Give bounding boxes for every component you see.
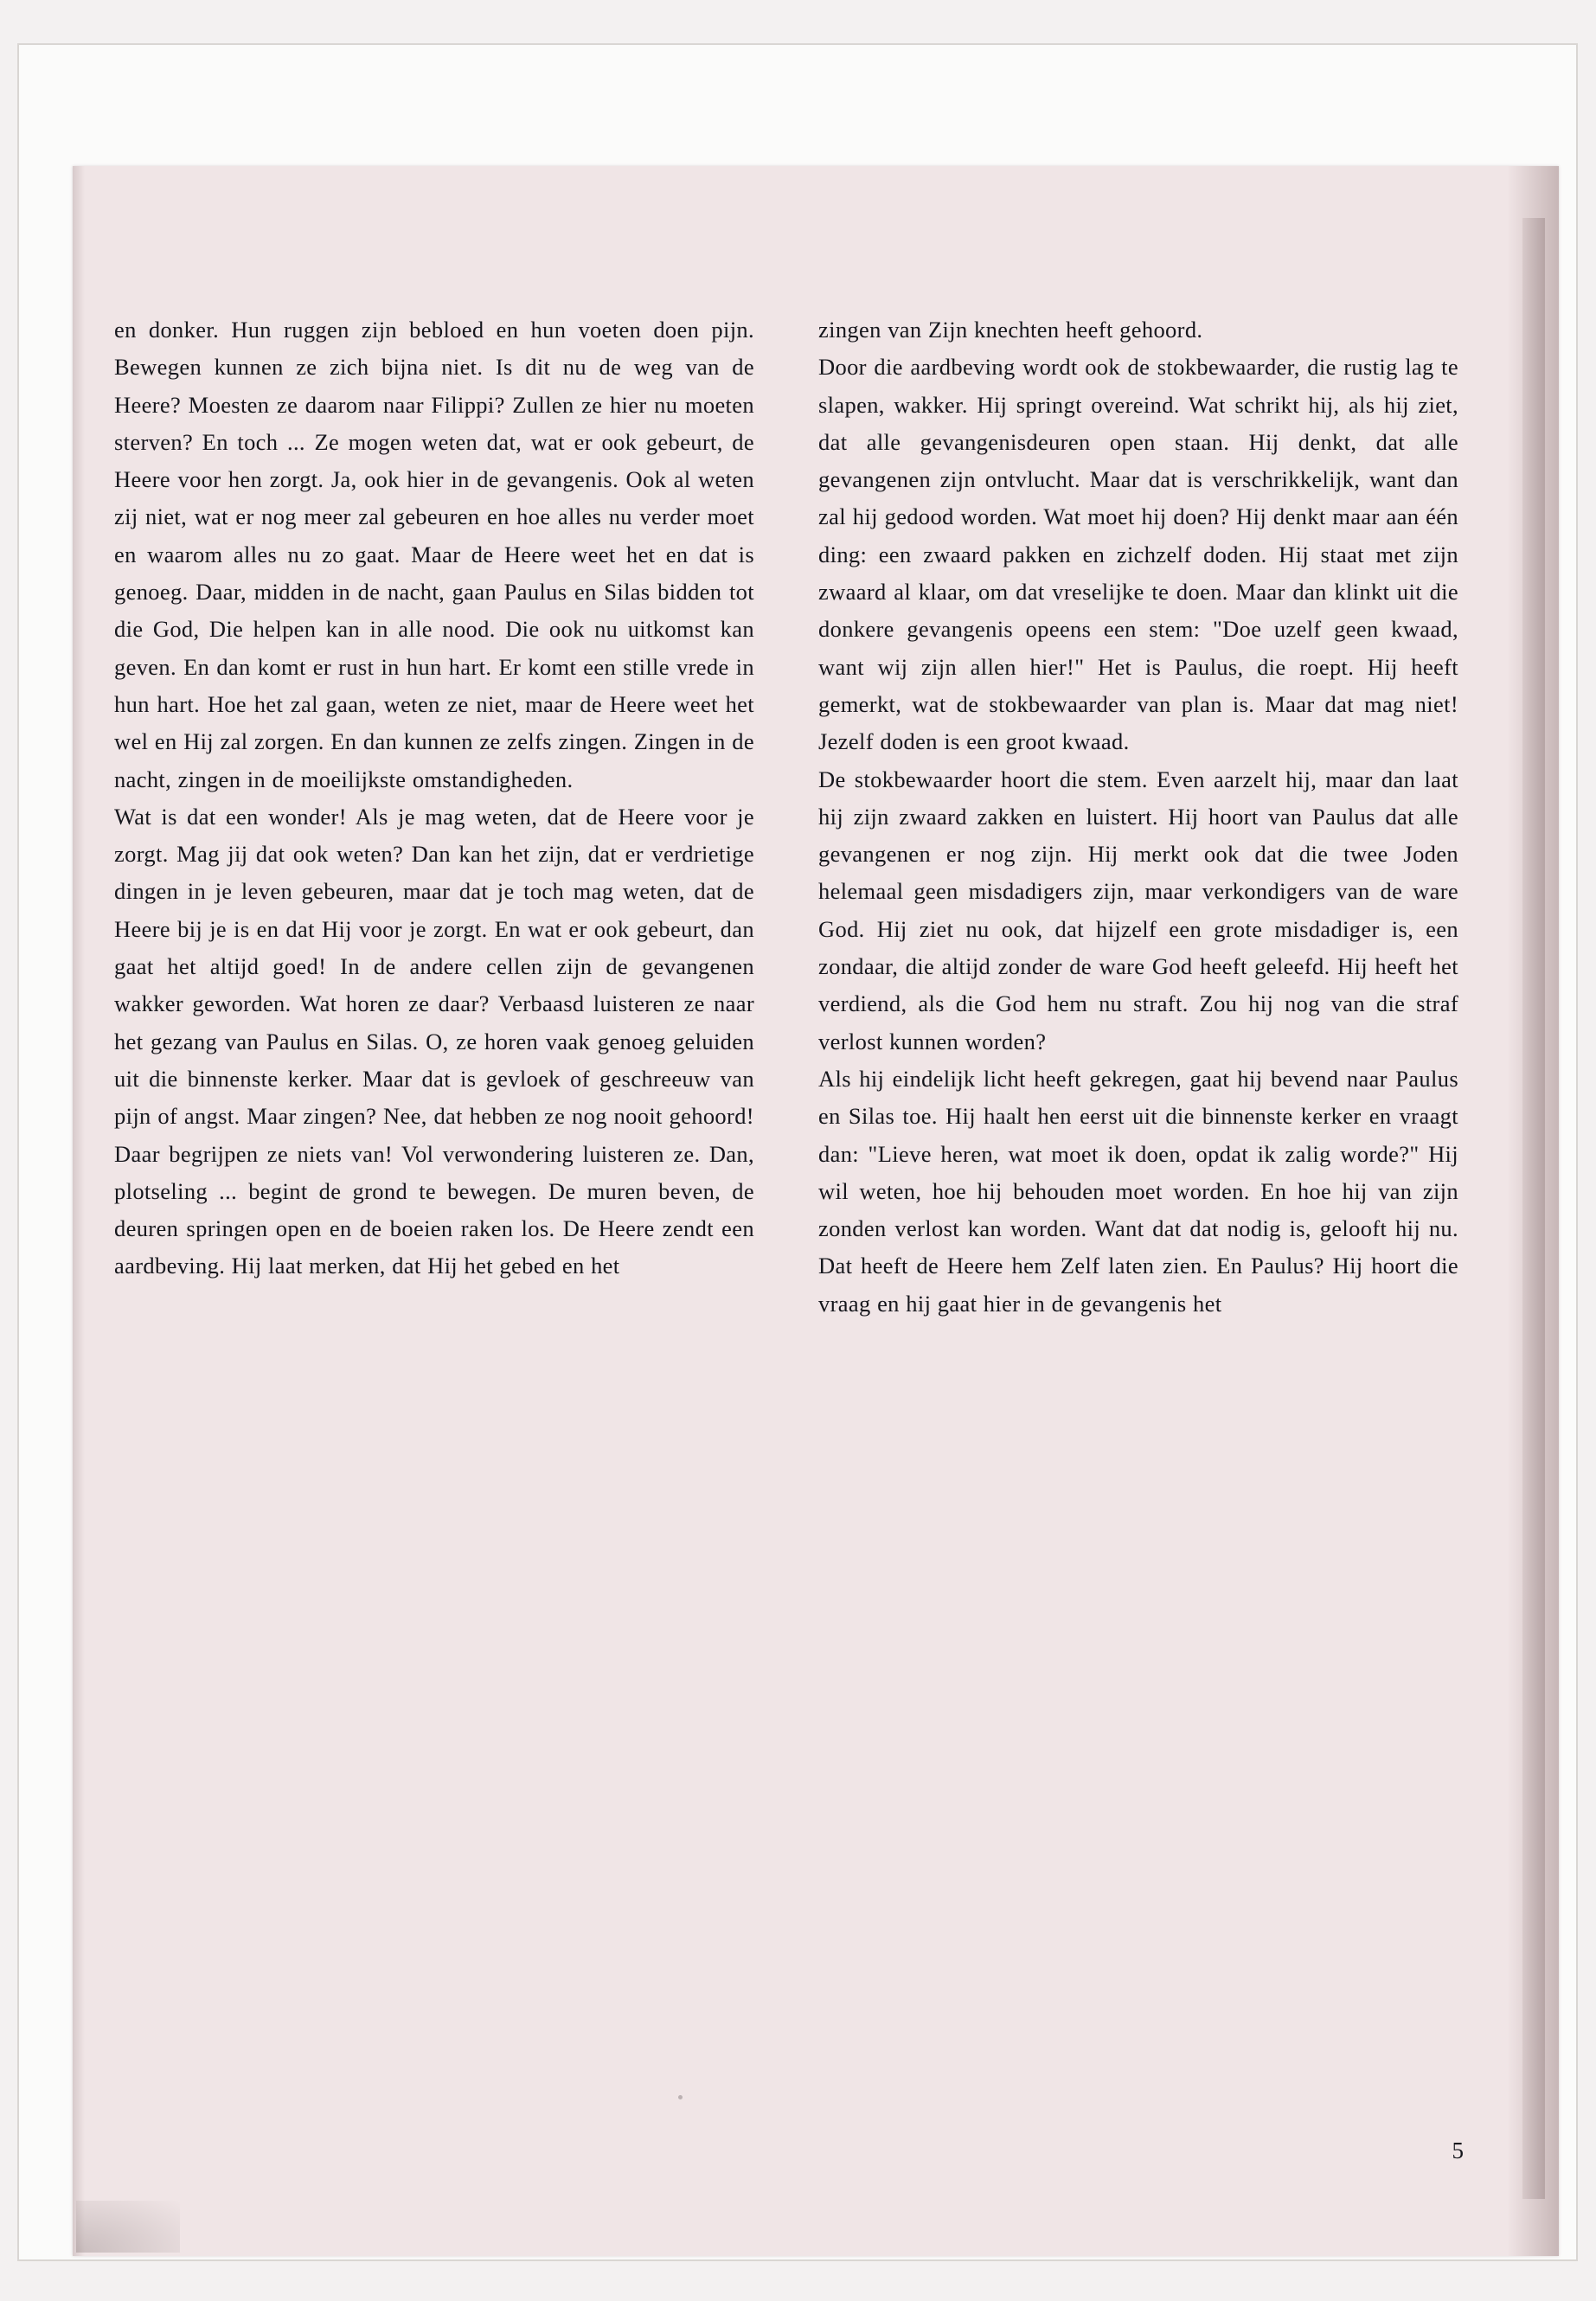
- scan-frame: [19, 45, 1576, 2259]
- paragraph: en donker. Hun ruggen zijn bebloed en hun voeten doen pijn. Bewegen kunnen ze zich bijna niet. Is dit nu de weg van de Heere? Moesten ze daarom naar Filippi? Zullen ze hier nu moeten sterven? En toch ... Ze mogen weten dat, wat er ook gebeurt, de Heere voor hen zorgt. Ja, ook hier in de gevangenis. Ook al weten zij niet, wat er nog meer zal gebeuren en hoe alles nu verder moet en waarom alles nu zo gaat. Maar de Heere weet het en dat is genoeg. Daar, midden in de nacht, gaan Paulus en Silas bidden tot die God, Die helpen kan in alle nood. Die ook nu uitkomst kan geven. En dan komt er rust in hun hart. Er komt een stille vrede in hun hart. Hoe het zal gaan, weten ze niet, maar de Heere weet het wel en Hij zal zorgen. En dan kunnen ze zelfs zingen. Zingen in de nacht, zingen in de moeilijkste omstandigheden.: [114, 317, 754, 792]
- page-left-edge-shading: [73, 166, 85, 2256]
- paragraph: Als hij eindelijk licht heeft gekregen, gaat hij bevend naar Paulus en Silas toe. Hij haalt hen eerst uit die binnenste kerker en vraagt dan: "Lieve heren, wat moet ik doen, opdat ik zalig worde?" Hij wil weten, hoe hij behouden moet worden. En hoe hij van zijn zonden verlost kan worden. Want dat dat nodig is, gelooft hij nu. Dat heeft de Heere hem Zelf laten zien. En Paulus? Hij hoort die vraag en hij gaat hier in de gevangenis het: [818, 1065, 1458, 1317]
- page-gutter-strip: [1522, 218, 1545, 2199]
- book-page: [73, 166, 1559, 2256]
- page-number: 5: [1452, 2138, 1464, 2163]
- paper-speck: [678, 2095, 683, 2099]
- paragraph: Wat is dat een wonder! Als je mag weten, dat de Heere voor je zorgt. Mag jij dat ook weten? Dan kan het zijn, dat er verdrietige dingen in je leven gebeuren, maar dat je toch mag weten, dat de Heere bij je is en dat Hij voor je zorgt. En wat er ook gebeurt, dan gaat het altijd goed! In de andere cellen zijn de gevangenen wakker geworden. Wat horen ze daar? Verbaasd luisteren ze naar het gezang van Paulus en Silas. O, ze horen vaak genoeg geluiden uit die binnenste kerker. Maar dat is gevloek of geschreeuw van pijn of angst. Maar zingen? Nee, dat hebben ze nog nooit gehoord! Daar begrijpen ze niets van! Vol verwondering luisteren ze. Dan, plotseling ... begint de grond te bewegen. De muren beven, de deuren springen open en de boeien raken los. De Heere zendt een aardbeving. Hij laat merken, dat Hij het gebed en het: [114, 803, 754, 1279]
- page-gutter-shading: [1507, 166, 1559, 2256]
- text-columns: [114, 311, 1458, 1323]
- left-column: [114, 311, 754, 1323]
- paragraph: Door die aardbeving wordt ook de stokbewaarder, die rustig lag te slapen, wakker. Hij springt overeind. Wat schrikt hij, als hij ziet, dat alle gevangenisdeuren open staan. Hij denkt, dat alle gevangenen zijn ontvlucht. Maar dat is verschrikkelijk, want dan zal hij gedood worden. Wat moet hij doen? Hij denkt maar aan één ding: een zwaard pakken en zichzelf doden. Hij staat met zijn zwaard al klaar, om dat vreselijke te doen. Maar dan klinkt uit die donkere gevangenis opeens een stem: "Doe uzelf geen kwaad, want wij zijn allen hier!" Het is Paulus, die roept. Hij heeft gemerkt, wat de stokbewaarder van plan is. Maar dat mag niet! Jezelf doden is een groot kwaad.: [818, 354, 1458, 755]
- page-corner-smudge: [76, 2201, 180, 2253]
- paragraph: zingen van Zijn knechten heeft gehoord.: [818, 317, 1203, 343]
- right-column: [818, 311, 1458, 1323]
- paragraph: De stokbewaarder hoort die stem. Even aarzelt hij, maar dan laat hij zijn zwaard zakken en luistert. Hij hoort van Paulus dat alle gevangenen er nog zijn. Hij merkt ook dat die twee Joden helemaal geen misdadigers zijn, maar verkondigers van de ware God. Hij ziet nu ook, dat hijzelf een grote misdadiger is, een zondaar, die altijd zonder de ware God heeft geleefd. Hij heeft het verdiend, als die God hem nu straft. Zou hij nog van die straf verlost kunnen worden?: [818, 766, 1458, 1054]
